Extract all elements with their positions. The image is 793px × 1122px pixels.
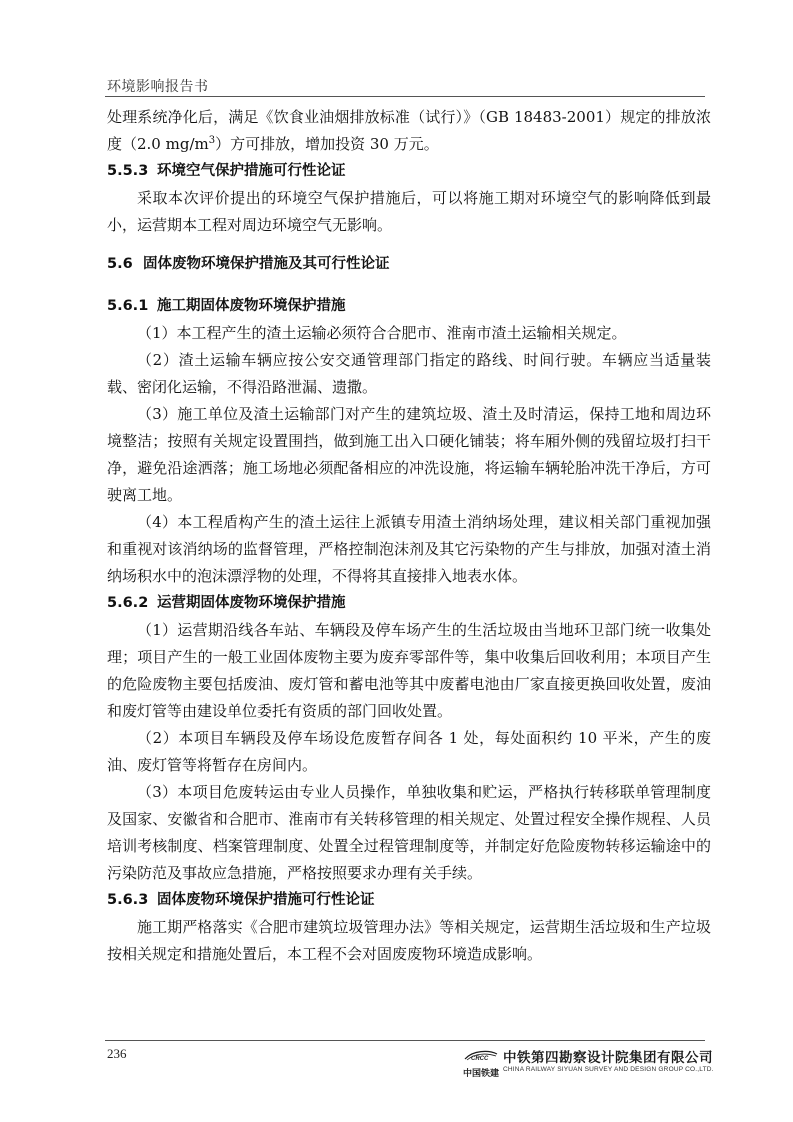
page-number: 236 <box>107 1046 127 1061</box>
section-title: 环境空气保护措施可行性论证 <box>157 163 346 179</box>
section-title: 固体废物环境保护措施及其可行性论证 <box>143 256 390 272</box>
intro-text-b: ）方可排放，增加投资 30 万元。 <box>215 135 439 153</box>
section-number: 5.6.1 <box>107 298 149 314</box>
section-heading-5-6-1 <box>107 293 711 320</box>
section-number: 5.5.3 <box>107 163 149 179</box>
logo-caption: 中国铁建 <box>463 1069 500 1079</box>
paragraph-intro <box>107 104 711 158</box>
paragraph-5-6-1-item-3: （3）施工单位及渣土运输部门对产生的建筑垃圾、渣土及时清运，保持工地和周边环境整洁；按照有关规定设置围挡，做到施工出入口硬化铺装；将车厢外侧的残留垃圾打扫干净，避免沿途洒落；施工场地必须配备相应的冲洗设施，将运输车辆轮胎冲洗干净后，方可驶离工地。 <box>107 405 711 504</box>
section-heading-5-5-3 <box>107 158 711 185</box>
logo-mark-text: CRCC <box>471 1056 489 1062</box>
section-number: 5.6.2 <box>107 595 149 611</box>
paragraph-5-6-2-item-1: （1）运营期沿线各车站、车辆段及停车场产生的生活垃圾由当地环卫部门统一收集处理；项目产生的一般工业固体废物主要为废弃零部件等，集中收集后回收利用；本项目产生的危险废物主要包括废油、废灯管和蓄电池等其中废蓄电池由厂家直接更换回收处置，废油和废灯管等由建设单位委托有资质的部门回收处置。 <box>107 621 711 720</box>
section-number: 5.6.3 <box>107 892 149 908</box>
paragraph-5-6-1-item-4: （4）本工程盾构产生的渣土运往上派镇专用渣土消纳场处理，建议相关部门重视加强和重视对该消纳场的监督管理，严格控制泡沫剂及其它污染物的产生与排放，加强对渣土消纳场积水中的泡沫漂浮物的处理，不得将其直接排入地表水体。 <box>107 513 711 585</box>
section-heading-5-6-3 <box>107 887 711 914</box>
section-title: 固体废物环境保护措施可行性论证 <box>157 892 375 908</box>
paragraph-5-6-2-item-2: （2）本项目车辆段及停车场设危废暂存间各 1 处，每处面积约 10 平米，产生的废油、废灯管等将暂存在房间内。 <box>107 729 711 774</box>
paragraph-5-6-3: 施工期严格落实《合肥市建筑垃圾管理办法》等相关规定，运营期生活垃圾和生产垃圾按相关规定和措施处置后，本工程不会对固废废物环境造成影响。 <box>107 918 711 963</box>
footer-rule <box>105 1040 705 1041</box>
intro-superscript: 3 <box>208 135 216 146</box>
section-heading-5-6 <box>107 251 711 278</box>
header-rule <box>105 96 705 97</box>
company-name-cn: 中铁第四勘察设计院集团有限公司 <box>503 1050 713 1066</box>
crcc-logo-icon <box>463 1048 499 1062</box>
section-title: 施工期固体废物环境保护措施 <box>157 298 346 314</box>
paragraph-5-6-2-item-3: （3）本项目危废转运由专业人员操作，单独收集和贮运，严格执行转移联单管理制度及国家、安徽省和合肥市、淮南市有关转移管理的相关规定、处置过程安全操作规程、人员培训考核制度、档案管理制度、处置全过程管理制度等，并制定好危险废物转移运输途中的污染防范及事故应急措施，严格按照要求办理有关手续。 <box>107 783 711 882</box>
header-title: 环境影响报告书 <box>107 79 209 95</box>
document-body <box>107 104 711 968</box>
section-number: 5.6 <box>107 256 133 272</box>
intro-text-a: 处理系统净化后，满足《饮食业油烟排放标准（试行）》（GB 18483-2001）规定的排放浓度（2.0 mg/m <box>107 108 711 153</box>
paragraph-5-6-1-item-1: （1）本工程产生的渣土运输必须符合合肥市、淮南市渣土运输相关规定。 <box>137 324 627 342</box>
section-title: 运营期固体废物环境保护措施 <box>157 595 346 611</box>
section-heading-5-6-2 <box>107 590 711 617</box>
paragraph-5-5-3: 采取本次评价提出的环境空气保护措施后，可以将施工期对环境空气的影响降低到最小，运营期本工程对周边环境空气无影响。 <box>107 189 711 234</box>
company-name-en: CHINA RAILWAY SIYUAN SURVEY AND DESIGN GROUP CO.,LTD. <box>503 1066 714 1073</box>
paragraph-5-6-1-item-2: （2）渣土运输车辆应按公安交通管理部门指定的路线、时间行驶。车辆应当适量装载、密闭化运输，不得沿路泄漏、遗撒。 <box>107 351 711 396</box>
